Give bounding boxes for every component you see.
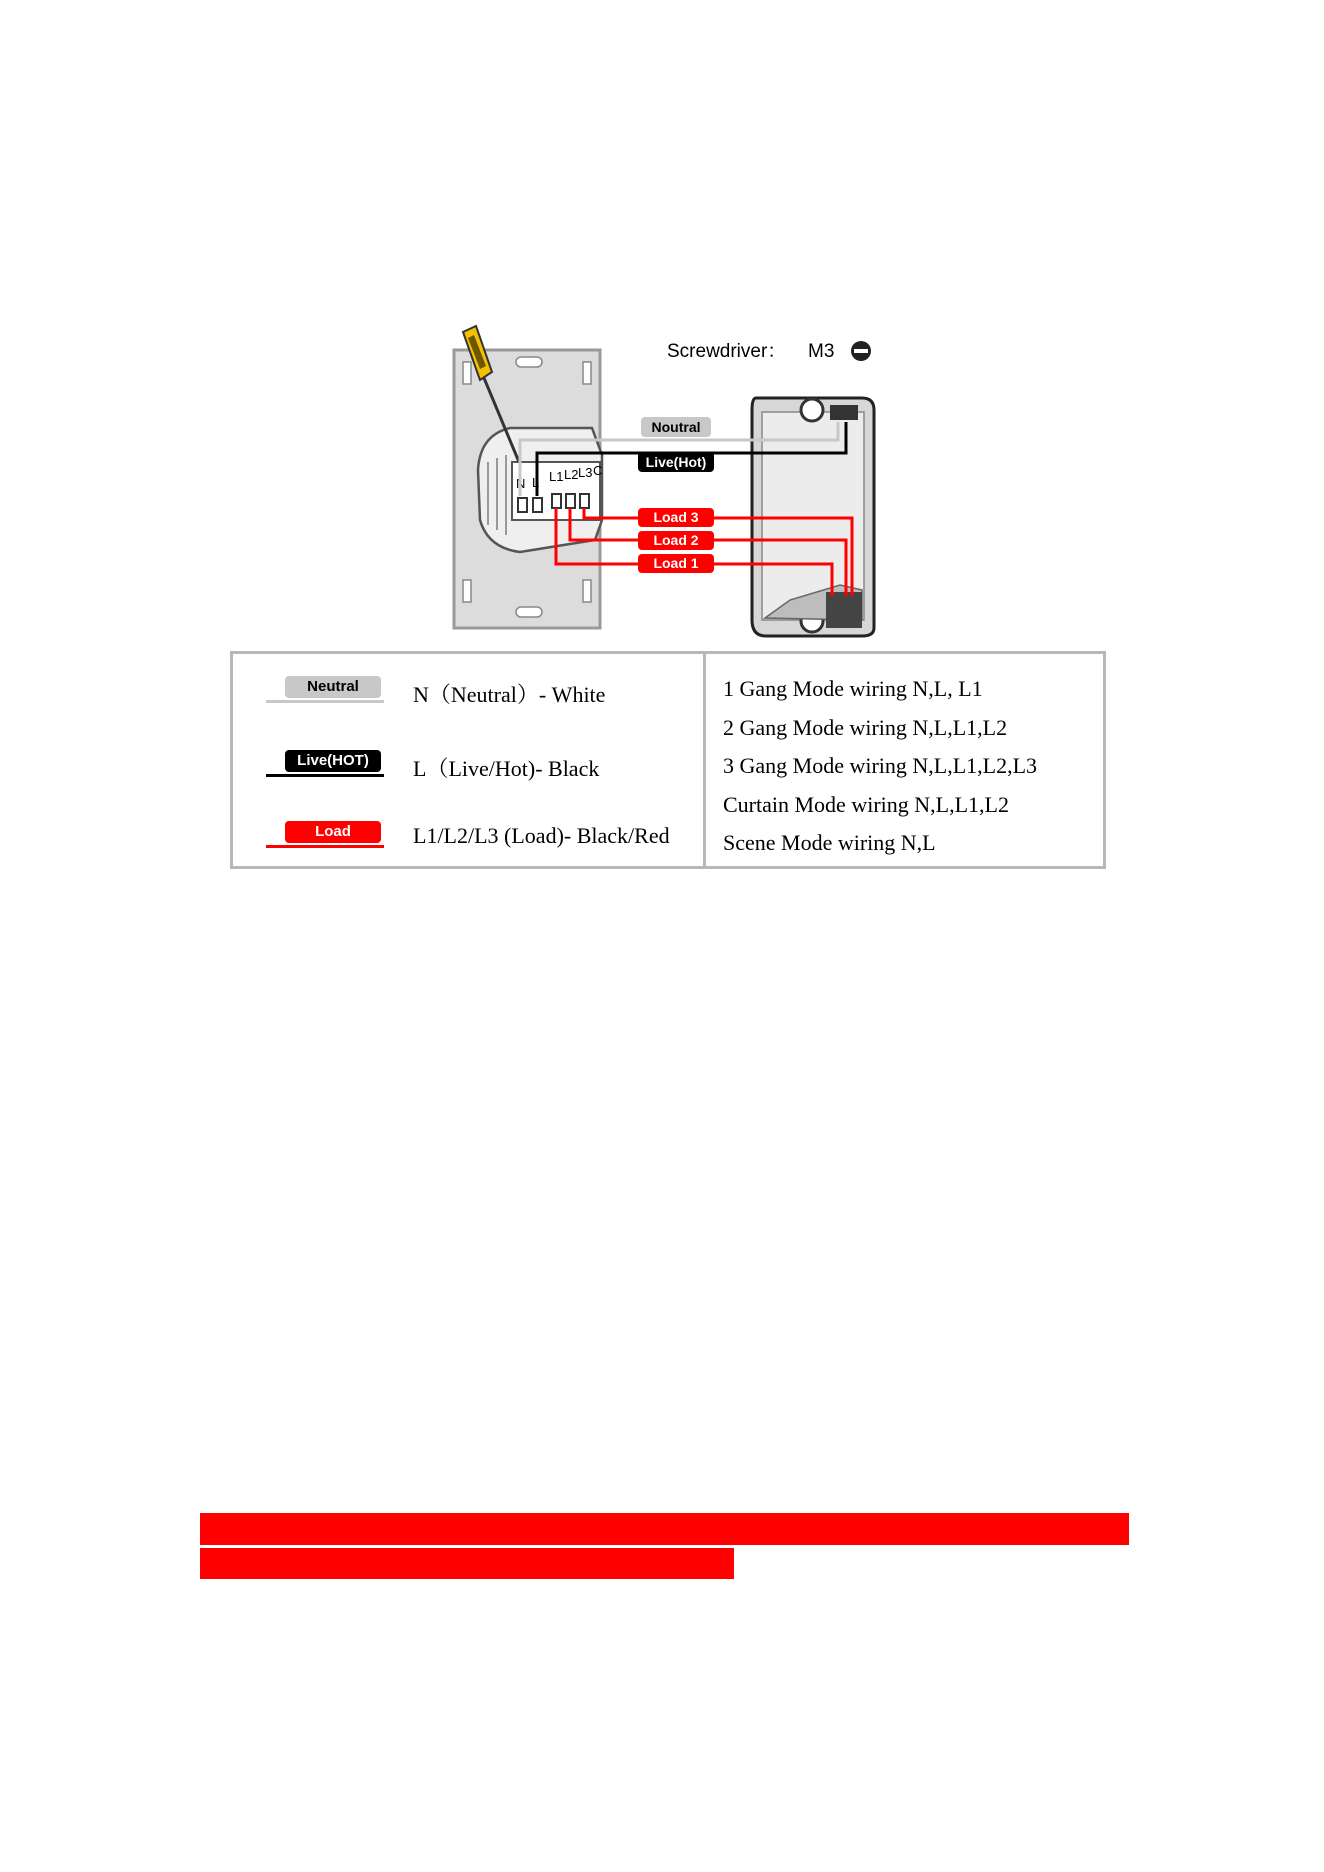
table-divider — [703, 654, 706, 866]
screwdriver-caption: Screwdriver： — [667, 341, 787, 362]
neutral-wire-label: Noutral — [651, 419, 701, 435]
wiring-diagram — [0, 0, 1324, 660]
neutral-description: N（Neutral）- White — [413, 682, 606, 707]
live-description: L（Live/Hot)- Black — [413, 756, 600, 781]
load-description: L1/L2/L3 (Load)- Black/Red — [413, 823, 670, 848]
neutral-badge: Neutral — [285, 676, 381, 698]
load3-wire-label: Load 3 — [653, 509, 699, 525]
screwdriver-size: M3 — [808, 341, 835, 362]
mode-item: 1 Gang Mode wiring N,L, L1 — [723, 676, 983, 701]
switch-module — [478, 428, 602, 552]
terminal-label-l2: L2 — [564, 467, 579, 482]
live-line — [266, 774, 384, 777]
load-badge: Load — [285, 821, 381, 843]
legend-row-neutral — [233, 676, 701, 716]
mode-item: Curtain Mode wiring N,L,L1,L2 — [723, 791, 1009, 817]
load1-wire-label: Load 1 — [653, 555, 699, 571]
live-badge: Live(HOT) — [285, 750, 381, 772]
load-line — [266, 845, 384, 848]
live-wire-label: Live(Hot) — [645, 454, 707, 470]
wiring-legend-table — [230, 651, 1106, 869]
mode-item: 2 Gang Mode wiring N,L,L1,L2 — [723, 714, 1008, 740]
legend-row-load — [233, 821, 701, 861]
mode-item: Scene Mode wiring N,L — [723, 830, 936, 855]
terminal-label-n: N — [516, 476, 526, 491]
slotted-screw-icon — [851, 341, 871, 361]
terminal-label-l3: L3 — [578, 465, 593, 480]
terminal-label-l1: L1 — [549, 469, 564, 484]
neutral-line — [266, 700, 384, 703]
red-highlight-bar-2 — [200, 1548, 734, 1579]
terminal-label-l: L — [532, 475, 540, 490]
legend-row-live — [233, 750, 701, 790]
load2-wire-label: Load 2 — [653, 532, 699, 548]
red-highlight-bar-1 — [200, 1513, 1129, 1545]
mode-item: 3 Gang Mode wiring N,L,L1,L2,L3 — [723, 753, 1038, 778]
terminal-label-c: C — [593, 463, 603, 478]
mode-wiring-list — [723, 670, 1037, 863]
